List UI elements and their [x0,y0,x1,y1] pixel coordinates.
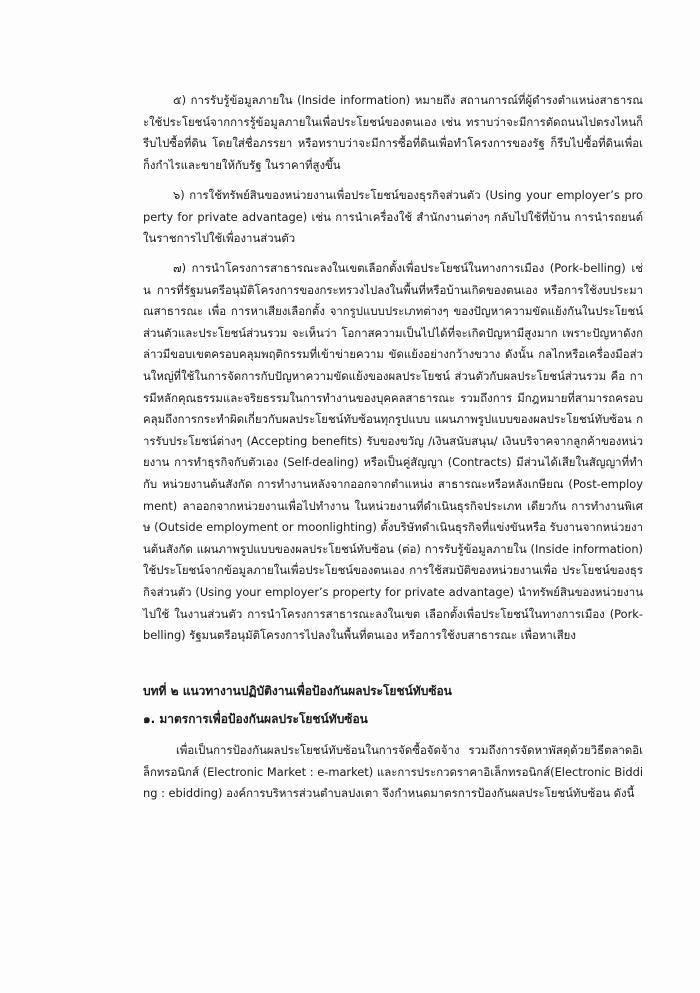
paragraph-inside-information [143,90,643,176]
section-paragraph [143,740,643,805]
paragraph-text: ๖) การใช้ทรัพย์สินของหน่วยงานเพื่อประโยชน์ของธุรกิจส่วนตัว (Using your employer’s property for private advantage) เช่น การนำเครื่องใช้ สำนักงานต่างๆ กลับไปใช้ที่บ้าน การนำรถยนต์ในราชการไปใช้เพื่องานส่วนตัว [143,188,643,246]
paragraph-text: ๗) การนำโครงการสาธารณะลงในเขตเลือกตั้งเพื่อประโยชน์ในทางการเมือง (Pork-belling) เช่น การที่รัฐมนตรีอนุมัติโครงการของกระทรวงไปลงในพื้นที่หรือบ้านเกิดของตนเอง หรือการใช้งบประมาณสาธารณะ เพื่อ การหาเสียงเลือกตั้ง จากรูปแบบประเภทต่างๆ ของปัญหาความขัดแย้งกันในประโยชน์ส่วนตัวและประโยชน์ส่วนรวม จะเห็นว่า โอกาสความเป็นไปได้ที่จะเกิดปัญหามีสูงมาก เพราะปัญหาดังกล่าวมีขอบเขตครอบคลุมพฤติกรรมที่เข้าข่ายความ ขัดแย้งอย่างกว้างขวาง ดังนั้น กลไกหรือเครื่องมือส่วนใหญ่ที่ใช้ในการจัดการกับปัญหาความขัดแย้งของผลประโยชน์ ส่วนตัวกับผลประโยชน์ส่วนรวม คือ การมีหลักคุณธรรมและจริยธรรมในการทำงานของบุคคลสาธารณะ รวมถึงการ มีกฎหมายที่สามารถครอบคลุมถึงการกระทำผิดเกี่ยวกับผลประโยชน์ทับซ้อนทุกรูปแบบ แผนภาพรูปแบบของผลประโยชน์ทับซ้อน การรับประโยชน์ต่างๆ (Accepting benefits) รับของขวัญ /เงินสนับสนุน/ เงินบริจาคจากลูกค้าของหน่วยงาน การทำธุรกิจกับตัวเอง (Self-dealing) หรือเป็นคู่สัญญา (Contracts) มีส่วนได้เสียในสัญญาที่ทำกับ หน่วยงานต้นสังกัด การทำงานหลังจากออกจากตำแหน่ง สาธารณะหรือหลังเกษียณ (Post-employment) ลาออกจากหน่วยงานเพื่อไปทำงาน ในหน่วยงานที่ดำเนินธุรกิจประเภท เดียวกัน การทำงานพิเศษ (Outside employment or moonlighting) ตั้งบริษัทดำเนินธุรกิจที่แข่งขันหรือ รับงานจากหน่วยงานต้นสังกัด แผนภาพรูปแบบของผลประโยชน์ทับซ้อน (ต่อ) การรับรู้ข้อมูลภายใน (Inside information) ใช้ประโยชน์จากข้อมูลภายในเพื่อประโยชน์ของตนเอง การใช้สมบัติของหน่วยงานเพื่อ ประโยชน์ของธุรกิจส่วนตัว (Using your employer’s property for private advantage) นำทรัพย์สินของหน่วยงานไปใช้ ในงานส่วนตัว การนำโครงการสาธารณะลงในเขต เลือกตั้งเพื่อประโยชน์ในทางการเมือง (Pork-belling) รัฐมนตรีอนุมัติโครงการไปลงในพื้นที่ตนเอง หรือการใช้งบสาธารณะ เพื่อหาเสียง [143,261,643,643]
chapter-heading: บทที่ ๒ แนวทางานปฏิบัติงานเพื่อป้องกันผลประโยชน์ทับซ้อน [143,684,452,698]
section-heading: ๑. มาตรการเพื่อป้องกันผลประโยชน์ทับซ้อน [143,712,368,726]
paragraph-employer-property [143,185,643,250]
paragraph-text: ๕) การรับรู้ข้อมูลภายใน (Inside information) หมายถึง สถานการณ์ที่ผู้ดำรงตำแหน่งสาธารณะใช้ประโยชน์จากการรู้ข้อมูลภายในเพื่อประโยชน์ของตนเอง เช่น ทราบว่าจะมีการตัดถนนไปตรงไหนก็รีบไปซื้อที่ดิน โดยใส่ชื่อภรรยา หรือทราบว่าจะมีการซื้อที่ดินเพื่อทำโครงการของรัฐ ก็รีบไปซื้อที่ดินเพื่อเก็งกำไรและขายให้กับรัฐ ในราคาที่สูงขึ้น [143,93,643,172]
paragraph-pork-belling [143,258,643,647]
paragraph-text: เพื่อเป็นการป้องกันผลประโยชน์ทับซ้อนในการจัดซื้อจัดจ้าง รวมถึงการจัดหาพัสดุด้วยวิธีตลาดอิเล็กทรอนิกส์ (Electronic Market : e-market) และการประกวดราคาอิเล็กทรอนิกส์(Electronic Bidding : ebidding) องค์การบริหารส่วนตำบลปงเตา จึงกำหนดมาตรการป้องกันผลประโยชน์ทับซ้อน ดังนี้ [143,743,643,801]
